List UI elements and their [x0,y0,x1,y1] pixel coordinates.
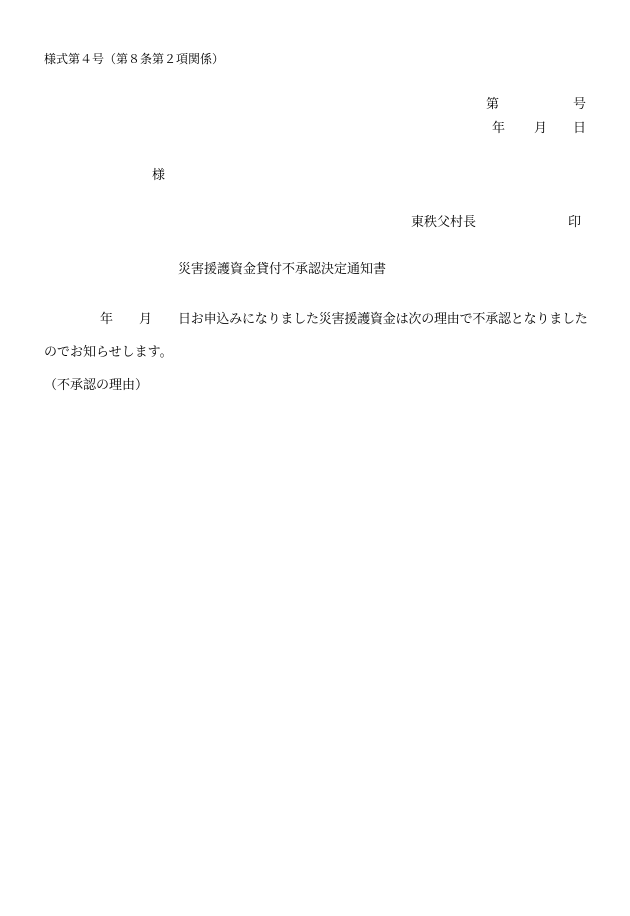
reference-number-suffix: 号 [573,97,587,112]
body-month-label: 月 [139,312,153,327]
body-sentence-line2: のでお知らせします。 [44,345,173,360]
sender-seal: 印 [568,215,582,230]
reference-number-prefix: 第 [486,97,500,112]
document-title: 災害援護資金貸付不承認決定通知書 [178,262,387,277]
sender-name: 東秩父村長 [411,215,477,230]
body-year-label: 年 [100,312,114,327]
form-number: 様式第４号（第８条第２項関係） [44,52,225,66]
date-month-label: 月 [534,121,548,136]
date-year-label: 年 [492,121,506,136]
reason-heading: （不承認の理由） [44,378,149,393]
addressee-honorific: 様 [152,168,166,183]
date-day-label: 日 [573,121,587,136]
body-sentence-line1: 日お申込みになりました災害援護資金は次の理由で不承認となりました [178,312,588,327]
